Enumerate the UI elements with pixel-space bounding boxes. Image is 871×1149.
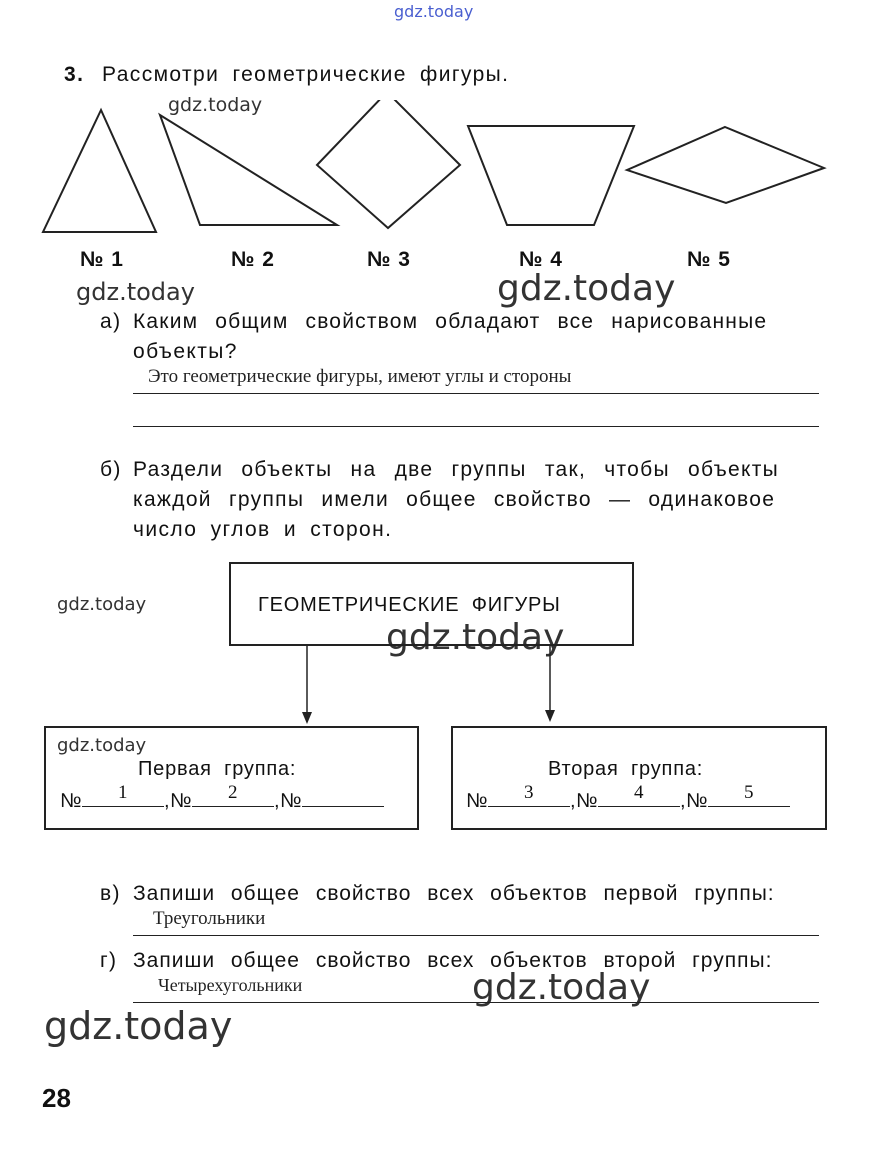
group2-prefix: ,№: [679, 790, 708, 812]
diagram-arrows: [0, 640, 871, 730]
answer-line: [133, 935, 819, 936]
part-v-answer: Треугольники: [153, 908, 266, 929]
figure-label: № 4: [519, 248, 563, 271]
part-a-question-line2: объекты?: [133, 340, 238, 363]
answer-line: [133, 1002, 819, 1003]
figures-svg: [0, 100, 871, 250]
watermark: gdz.today: [472, 967, 651, 1008]
part-b-text-line2: каждой группы имели общее свойство — одинаковое: [133, 488, 776, 511]
group2-value: 4: [633, 782, 644, 803]
figure-label: № 5: [687, 248, 731, 271]
group2-blank[interactable]: [598, 782, 680, 807]
part-a-letter: а): [100, 310, 122, 333]
figure-label: № 2: [231, 248, 275, 271]
part-g-answer: Четырехугольники: [158, 975, 303, 995]
part-a-question-line1: Каким общим свойством обладают все нарисованные: [133, 310, 768, 333]
watermark: gdz.today: [168, 94, 263, 116]
part-a-answer: Это геометрические фигуры, имеют углы и стороны: [148, 366, 572, 387]
group1-blank[interactable]: [302, 788, 384, 807]
watermark: gdz.today: [44, 1004, 233, 1048]
watermark: gdz.today: [386, 617, 565, 658]
group1-fields: [60, 782, 384, 813]
task-number: 3.: [64, 63, 85, 86]
answer-line: [133, 393, 819, 394]
part-b-letter: б): [100, 458, 122, 481]
part-g-letter: г): [100, 949, 118, 972]
answer-line: [133, 426, 819, 427]
group2-fields: [466, 782, 790, 813]
watermark: gdz.today: [76, 278, 195, 306]
arrow-head-left: [302, 712, 312, 724]
group2-blank[interactable]: [488, 782, 570, 807]
figure-3-square: [317, 100, 460, 228]
figure-5-rhombus: [627, 127, 824, 203]
group2-blank[interactable]: [708, 782, 790, 807]
arrow-head-right: [545, 710, 555, 722]
group1-prefix: №: [60, 790, 82, 812]
page-number: 28: [42, 1083, 71, 1113]
group2-title: Вторая группа:: [548, 758, 704, 780]
group1-title: Первая группа:: [138, 758, 297, 780]
part-b-text-line1: Раздели объекты на две группы так, чтобы объекты: [133, 458, 780, 481]
root-label: ГЕОМЕТРИЧЕСКИЕ ФИГУРЫ: [258, 594, 561, 616]
group1-value: 2: [227, 782, 238, 803]
figure-4-trapezoid: [468, 126, 634, 225]
group1-prefix: ,№: [273, 790, 302, 812]
figure-label: № 1: [80, 248, 124, 271]
part-g-text: Запиши общее свойство всех объектов второй группы:: [133, 949, 773, 972]
watermark: gdz.today: [394, 2, 474, 21]
part-v-text: Запиши общее свойство всех объектов первой группы:: [133, 882, 775, 905]
figure-label: № 3: [367, 248, 411, 271]
group2-prefix: №: [466, 790, 488, 812]
group1-prefix: ,№: [163, 790, 192, 812]
part-b-text-line3: число углов и сторон.: [133, 518, 393, 541]
group1-blank[interactable]: [82, 782, 164, 807]
group2-value: 5: [744, 782, 754, 803]
watermark: gdz.today: [497, 268, 676, 309]
watermark: gdz.today: [57, 735, 147, 756]
group2-prefix: ,№: [569, 790, 598, 812]
part-v-letter: в): [100, 882, 121, 905]
watermark: gdz.today: [57, 594, 147, 615]
group2-value: 3: [523, 782, 534, 803]
figure-2-triangle: [160, 115, 337, 225]
group1-blank[interactable]: [192, 782, 274, 807]
group1-value: 1: [117, 782, 128, 803]
figure-1-triangle: [43, 110, 156, 232]
task-title: Рассмотри геометрические фигуры.: [102, 63, 510, 86]
